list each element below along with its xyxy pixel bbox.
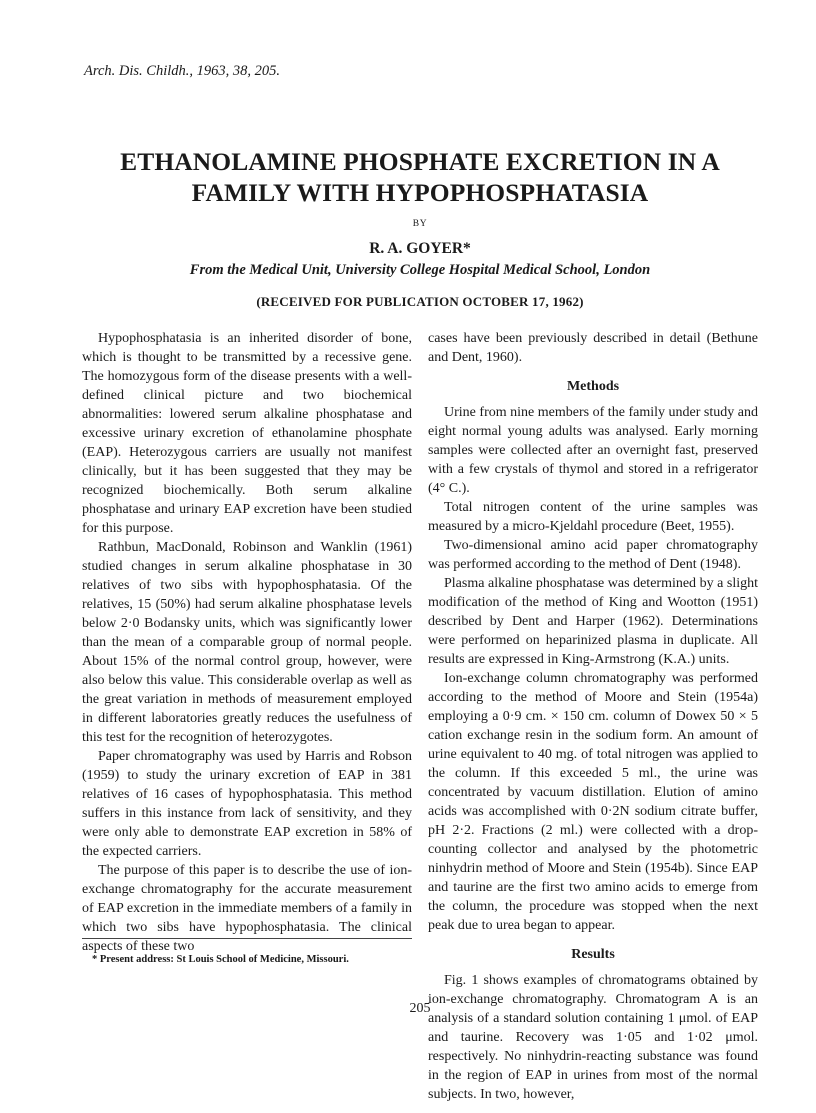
paragraph: Rathbun, MacDonald, Robinson and Wanklin (1961) studied changes in serum alkaline phosphatase in 30 relatives of two sibs with hypophosphatasia. Of the relatives, 15 (50%) had serum alkaline phosphatase levels below 2·0 Bodansky units, which was significantly lower than the mean of a comparable group of normal people. About 15% of the normal control group, however, were also below this value. This considerable overlap as well as the great variation in methods of measurement employed in different laboratories greatly reduces the usefulness of this test for the recognition of heterozygotes. <box>82 540 412 745</box>
byline-label: BY <box>412 219 428 229</box>
results-heading: Results <box>571 947 615 962</box>
page-number: 205 <box>409 1001 431 1016</box>
footnote: * Present address: St Louis School of Medicine, Missouri. <box>92 954 349 965</box>
received-date: (RECEIVED FOR PUBLICATION OCTOBER 17, 1962) <box>256 294 584 309</box>
paragraph: Plasma alkaline phosphatase was determined by a slight modification of the method of King and Wootton (1951) described by Dent and Harper (1962). Determinations were performed on heparinized plasma in duplicate. All results are expressed in King-Armstrong (K.A.) units. <box>428 576 758 667</box>
author-affiliation: From the Medical Unit, University College Hospital Medical School, London <box>189 262 651 278</box>
author-name: R. A. GOYER* <box>369 240 471 257</box>
paragraph: Paper chromatography was used by Harris and Robson (1959) to study the urinary excretion of EAP in 381 relatives of 16 cases of hypophosphatasia. This method suffers in this instance from lack of sensitivity, and they were only able to demonstrate EAP excretion in 58% of the expected carriers. <box>82 749 412 859</box>
paragraph: Ion-exchange column chromatography was performed according to the method of Moore and Stein (1954a) employing a 0·9 cm. × 150 cm. column of Dowex 50 × 5 cation exchange resin in the sodium form. An amount of urine equivalent to 40 mg. of total nitrogen was applied to the column. If this exceeded 5 ml., the urine was concentrated by vacuum distillation. Elution of amino acids was accomplished with 0·2N sodium citrate buffer, pH 2·2. Fractions (2 ml.) were collected with a drop-counting collector and analysed by the photometric ninhydrin method of Moore and Stein (1954b). Since EAP and taurine are the first two amino acids to emerge from the column, the procedure was stopped when the next peak due to urea began to appear. <box>428 671 758 933</box>
paragraph: The purpose of this paper is to describe the use of ion-exchange chromatography for the accurate measurement of EAP excretion in the immediate members of a family in which two sibs have hypophosphatasia. The clinical aspects of these two <box>82 863 412 954</box>
paragraph: Total nitrogen content of the urine samples was measured by a micro-Kjeldahl procedure (Beet, 1955). <box>428 500 758 534</box>
journal-citation: Arch. Dis. Childh., 1963, 38, 205. <box>84 63 281 79</box>
footnote-divider <box>82 938 412 939</box>
paragraph: Urine from nine members of the family under study and eight normal young adults was analysed. Early morning samples were collected after an overnight fast, preserved with a few crystals of thymol and stored in a refrigerator (4° C.). <box>428 405 758 496</box>
article-title: ETHANOLAMINE PHOSPHATE EXCRETION IN A FAMILY WITH HYPOPHOSPHATASIA <box>120 147 720 207</box>
right-column <box>428 329 758 1104</box>
paragraph: Fig. 1 shows examples of chromatograms obtained by ion-exchange chromatography. Chromatogram A is an analysis of a standard solution containing 1 μmol. of EAP and taurine. Recovery was 1·05 and 1·02 μmol. respectively. No ninhydrin-reacting substance was found in the region of EAP in urines from most of the normal subjects. In two, however, <box>428 973 758 1102</box>
methods-heading: Methods <box>566 379 620 394</box>
paragraph: cases have been previously described in detail (Bethune and Dent, 1960). <box>428 331 758 365</box>
left-column <box>82 329 412 956</box>
paragraph: Hypophosphatasia is an inherited disorder of bone, which is thought to be transmitted by a recessive gene. The homozygous form of the disease presents with a well-defined clinical picture and two biochemical abnormalities: lowered serum alkaline phosphatase and excessive urinary excretion of ethanolamine phosphate (EAP). Heterozygous carriers are usually not manifest clinically, but it has been suggested that they may be recognized biochemically. Both serum alkaline phosphatase and urinary EAP excretion have been studied for this purpose. <box>82 331 412 536</box>
paragraph: Two-dimensional amino acid paper chromatography was performed according to the method of Dent (1948). <box>428 538 758 572</box>
